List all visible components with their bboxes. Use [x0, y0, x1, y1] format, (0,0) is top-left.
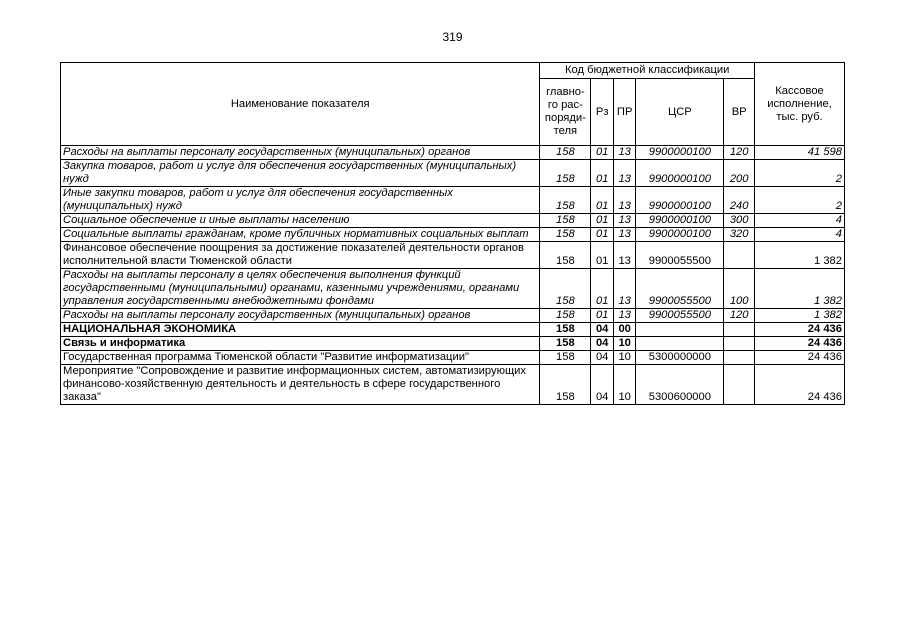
row-rz: 01: [591, 269, 613, 309]
row-vr: [724, 323, 755, 337]
table-row: [61, 269, 845, 309]
row-vr: [724, 337, 755, 351]
row-vr: [724, 365, 755, 405]
row-csr: 9900055500: [636, 309, 724, 323]
row-name: Государственная программа Тюменской области "Развитие информатизации": [61, 351, 540, 365]
row-name: Расходы на выплаты персоналу государственных (муниципальных) органов: [61, 146, 540, 160]
table-row: [61, 351, 845, 365]
header-pr: ПР: [613, 79, 635, 146]
row-name: Иные закупки товаров, работ и услуг для обеспечения государственных (муниципальных) нужд: [61, 187, 540, 214]
header-code-group: Код бюджетной классификации: [540, 63, 755, 79]
header-glavn: главно-го рас-поряди-теля: [540, 79, 591, 146]
header-name: Наименование показателя: [61, 63, 540, 146]
row-glavn: 158: [540, 269, 591, 309]
row-rz: 01: [591, 242, 613, 269]
row-csr: 5300000000: [636, 351, 724, 365]
row-vr: 120: [724, 146, 755, 160]
row-csr: 9900000100: [636, 187, 724, 214]
row-amount: 24 436: [755, 323, 845, 337]
row-pr: 13: [613, 309, 635, 323]
table-row: [61, 187, 845, 214]
row-amount: 24 436: [755, 365, 845, 405]
row-pr: 10: [613, 351, 635, 365]
row-vr: 300: [724, 214, 755, 228]
row-rz: 01: [591, 214, 613, 228]
row-name: НАЦИОНАЛЬНАЯ ЭКОНОМИКА: [61, 323, 540, 337]
row-pr: 13: [613, 228, 635, 242]
row-amount: 24 436: [755, 351, 845, 365]
row-amount: 24 436: [755, 337, 845, 351]
row-vr: 320: [724, 228, 755, 242]
row-rz: 01: [591, 146, 613, 160]
row-glavn: 158: [540, 146, 591, 160]
row-pr: 00: [613, 323, 635, 337]
row-rz: 04: [591, 323, 613, 337]
row-csr: 9900000100: [636, 228, 724, 242]
row-pr: 13: [613, 187, 635, 214]
row-rz: 04: [591, 337, 613, 351]
row-glavn: 158: [540, 337, 591, 351]
row-csr: 9900000100: [636, 146, 724, 160]
row-amount: 41 598: [755, 146, 845, 160]
row-csr: 9900000100: [636, 214, 724, 228]
row-vr: 120: [724, 309, 755, 323]
row-vr: 100: [724, 269, 755, 309]
table-row: [61, 309, 845, 323]
header-amount: Кассовое исполнение, тыс. руб.: [755, 63, 845, 146]
row-amount: 2: [755, 187, 845, 214]
table-row: [61, 337, 845, 351]
row-csr: 5300600000: [636, 365, 724, 405]
page-number: 319: [442, 30, 463, 44]
row-rz: 01: [591, 228, 613, 242]
row-vr: 200: [724, 160, 755, 187]
row-amount: 4: [755, 214, 845, 228]
row-csr: [636, 323, 724, 337]
header-rz: Рз: [591, 79, 613, 146]
table-row: [61, 146, 845, 160]
row-pr: 13: [613, 269, 635, 309]
row-pr: 10: [613, 337, 635, 351]
row-glavn: 158: [540, 323, 591, 337]
row-csr: 9900055500: [636, 242, 724, 269]
row-glavn: 158: [540, 309, 591, 323]
row-name: Финансовое обеспечение поощрения за достижение показателей деятельности органов исполнительной власти Тюменской области: [61, 242, 540, 269]
row-name: Социальное обеспечение и иные выплаты населению: [61, 214, 540, 228]
row-amount: 1 382: [755, 269, 845, 309]
budget-table: [60, 62, 845, 405]
table-row: [61, 323, 845, 337]
table-row: [61, 365, 845, 405]
row-glavn: 158: [540, 351, 591, 365]
row-pr: 13: [613, 214, 635, 228]
row-rz: 04: [591, 365, 613, 405]
row-rz: 04: [591, 351, 613, 365]
row-vr: 240: [724, 187, 755, 214]
row-glavn: 158: [540, 365, 591, 405]
row-rz: 01: [591, 187, 613, 214]
table-row: [61, 214, 845, 228]
row-glavn: 158: [540, 187, 591, 214]
row-glavn: 158: [540, 242, 591, 269]
row-name: Расходы на выплаты персоналу государственных (муниципальных) органов: [61, 309, 540, 323]
row-name: Социальные выплаты гражданам, кроме публичных нормативных социальных выплат: [61, 228, 540, 242]
row-name: Закупка товаров, работ и услуг для обеспечения государственных (муниципальных) нужд: [61, 160, 540, 187]
row-csr: [636, 337, 724, 351]
row-csr: 9900000100: [636, 160, 724, 187]
row-name: Мероприятие "Сопровождение и развитие информационных систем, автоматизирующих финансово-хозяйственную деятельность и деятельность в сфере государственного заказа": [61, 365, 540, 405]
table-row: [61, 228, 845, 242]
row-name: Расходы на выплаты персоналу в целях обеспечения выполнения функций государственными (муниципальными) органами, казенными учреждениями, органами управления государственными внебюджетными фондами: [61, 269, 540, 309]
row-csr: 9900055500: [636, 269, 724, 309]
row-glavn: 158: [540, 228, 591, 242]
row-glavn: 158: [540, 160, 591, 187]
row-vr: [724, 351, 755, 365]
row-glavn: 158: [540, 214, 591, 228]
row-name: Связь и информатика: [61, 337, 540, 351]
row-amount: 1 382: [755, 242, 845, 269]
row-amount: 1 382: [755, 309, 845, 323]
row-amount: 2: [755, 160, 845, 187]
row-pr: 13: [613, 160, 635, 187]
row-pr: 13: [613, 146, 635, 160]
row-rz: 01: [591, 309, 613, 323]
row-amount: 4: [755, 228, 845, 242]
header-vr: ВР: [724, 79, 755, 146]
header-csr: ЦСР: [636, 79, 724, 146]
row-pr: 10: [613, 365, 635, 405]
table-row: [61, 160, 845, 187]
row-vr: [724, 242, 755, 269]
row-pr: 13: [613, 242, 635, 269]
row-rz: 01: [591, 160, 613, 187]
table-row: [61, 242, 845, 269]
